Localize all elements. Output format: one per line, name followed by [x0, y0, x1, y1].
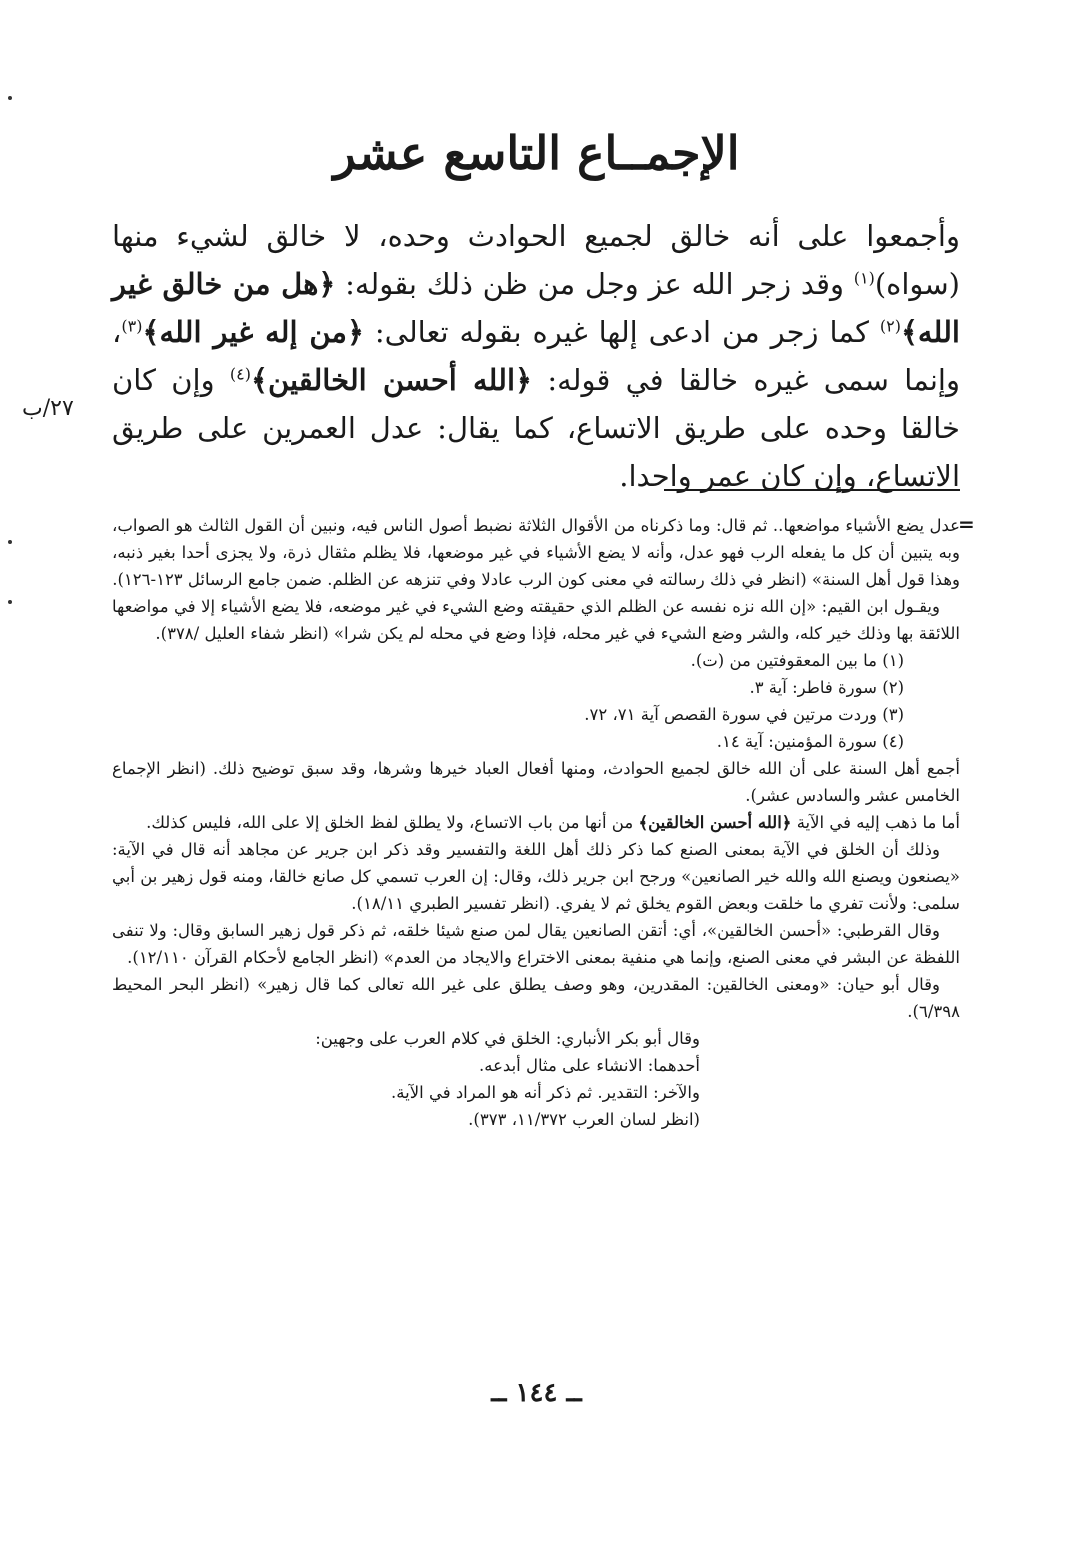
main-text-part: وقد زجر الله عز وجل من ظن ذلك بقوله:	[335, 267, 854, 301]
main-paragraph	[112, 212, 960, 500]
note-text-part: من أنها من باب الاتساع، ولا يطلق لفظ الخلق إلا على الله، فليس كذلك.	[146, 813, 639, 832]
page-title: الإجمــاع التاسع عشر	[333, 126, 740, 180]
main-text-part: وإن كان خالقا وحده على طريق الاتساع، كما يقال: عدل العمرين على طريق الاتساع، وإن كان عمر واحدا.	[112, 363, 960, 493]
footnote-ref: (١)	[853, 268, 875, 288]
manuscript-folio-note: ٢٧/ب	[22, 396, 74, 421]
scan-speck	[8, 600, 12, 604]
quran-quote: ﴿من إله غير الله﴾	[142, 315, 364, 349]
footnote-item: (١) ما بين المعقوفتين من (ت).	[690, 651, 904, 670]
footnote-item: (٣) وردت مرتين في سورة القصص آية ٧١، ٧٢.	[584, 705, 904, 724]
note-paragraph: وذلك أن الخلق في الآية بمعنى الصنع كما ذكر ذلك أهل اللغة والتفسير وقد ذكر ابن جرير عن مجاهد أنه قال في الآية: «يصنعون ويصنع الله والله خير الصانعين» ورجح ابن جرير ذلك، وقال: إن العرب تسمي كل صانع خالقا، ومنه قول زهير بن أبي سلمى: ولأنت تفري ما خلقت وبعض القوم يخلق ثم لا يفري. (انظر تفسير الطبري ١٨/١١).	[112, 840, 960, 913]
note-line: أحدهما: الانشاء على مثال أبدعه.	[478, 1056, 700, 1075]
footnote-item: (٤) سورة المؤمنين: آية ١٤.	[716, 732, 904, 751]
note-line: والآخر: التقدير. ثم ذكر أنه هو المراد في الآية.	[391, 1083, 700, 1102]
note-text-part: أما ما ذهب إليه في الآية	[791, 813, 960, 832]
footnote-ref: (٢)	[879, 316, 901, 336]
scan-speck	[8, 96, 12, 100]
quran-quote: ﴿الله أحسن الخالقين﴾	[250, 363, 533, 397]
note-paragraph: أجمع أهل السنة على أن الله خالق لجميع الحوادث، ومنها أفعال العباد خيرها وشرها، وقد سبق توضيح ذلك. (انظر الإجماع الخامس عشر والسادس عشر).	[112, 759, 960, 805]
main-text-part: وأجمعوا على أنه خالق لجميع الحوادث وحده، لا خالق لشيء منها (سواه)	[112, 219, 960, 301]
note-line: (انظر لسان العرب ١١/٣٧٢، ٣٧٣).	[468, 1110, 700, 1129]
note-paragraph: وقال أبو حيان: «ومعنى الخالقين: المقدرين، وهو وصف يطلق على غير الله تعالى كما قال زهير» (انظر البحر المحيط ٦/٣٩٨).	[112, 975, 960, 1021]
footnotes-section	[112, 512, 960, 1133]
footnote-ref: (٣)	[121, 316, 143, 336]
quran-quote: ﴿الله أحسن الخالقين﴾	[638, 813, 792, 832]
quran-quote: ﴿هل من خالق غير الله﴾	[112, 267, 960, 349]
footnote-divider	[664, 489, 960, 491]
note-paragraph: عدل يضع الأشياء مواضعها.. ثم قال: وما ذكرناه من الأقوال الثلاثة نضبط أصول الناس فيه، ونبين أن القول الثالث هو الصواب، وبه يتبين أن كل ما يفعله الرب فهو عدل، وأنه لا يضع الأشياء في غير موضعها، فلا يظلم مثقال ذرة، ولا يجزى أحدا بغير ذنبه، وهذا قول أهل السنة» (انظر في ذلك رسالته في معنى كون الرب عادلا وفي تنزهه عن الظلم. ضمن جامع الرسائل ١٢٣-١٢٦).	[112, 516, 960, 589]
note-paragraph: وقال القرطبي: «أحسن الخالقين»، أي: أتقن الصانعين يقال لمن صنع شيئا خلقه، ثم ذكر قول زهير السابق وقال: ولا تنفى اللفظة عن البشر في معنى الصنع، وإنما هي منفية بمعنى الاختراع والايجاد من العدم» (انظر الجامع لأحكام القرآن ١٢/١١٠).	[112, 921, 960, 967]
continuation-mark: =	[958, 512, 975, 536]
note-paragraph: ويقـول ابن القيم: «إن الله نزه نفسه عن الظلم الذي حقيقته وضع الشيء في غير موضعه، فلا يضع الأشياء إلا في مواضعها اللائقة بها وذلك خير كله، والشر وضع الشيء في غير محله، فإذا وضع في محله لم يكن شرا» (انظر شفاء العليل /٣٧٨).	[112, 597, 960, 643]
page-number: ــ ١٤٤ ــ	[491, 1378, 582, 1408]
scan-speck	[8, 540, 12, 544]
main-text-part: كما زجر من ادعى إلها غيره بقوله تعالى:	[363, 315, 880, 349]
footnote-ref: (٤)	[229, 364, 251, 384]
footnote-item: (٢) سورة فاطر: آية ٣.	[749, 678, 904, 697]
note-paragraph	[112, 809, 960, 836]
note-line: وقال أبو بكر الأنباري: الخلق في كلام العرب على وجهين:	[315, 1029, 700, 1048]
main-text-part: ، وإنما سمى غيره خالقا في قوله:	[112, 315, 960, 397]
